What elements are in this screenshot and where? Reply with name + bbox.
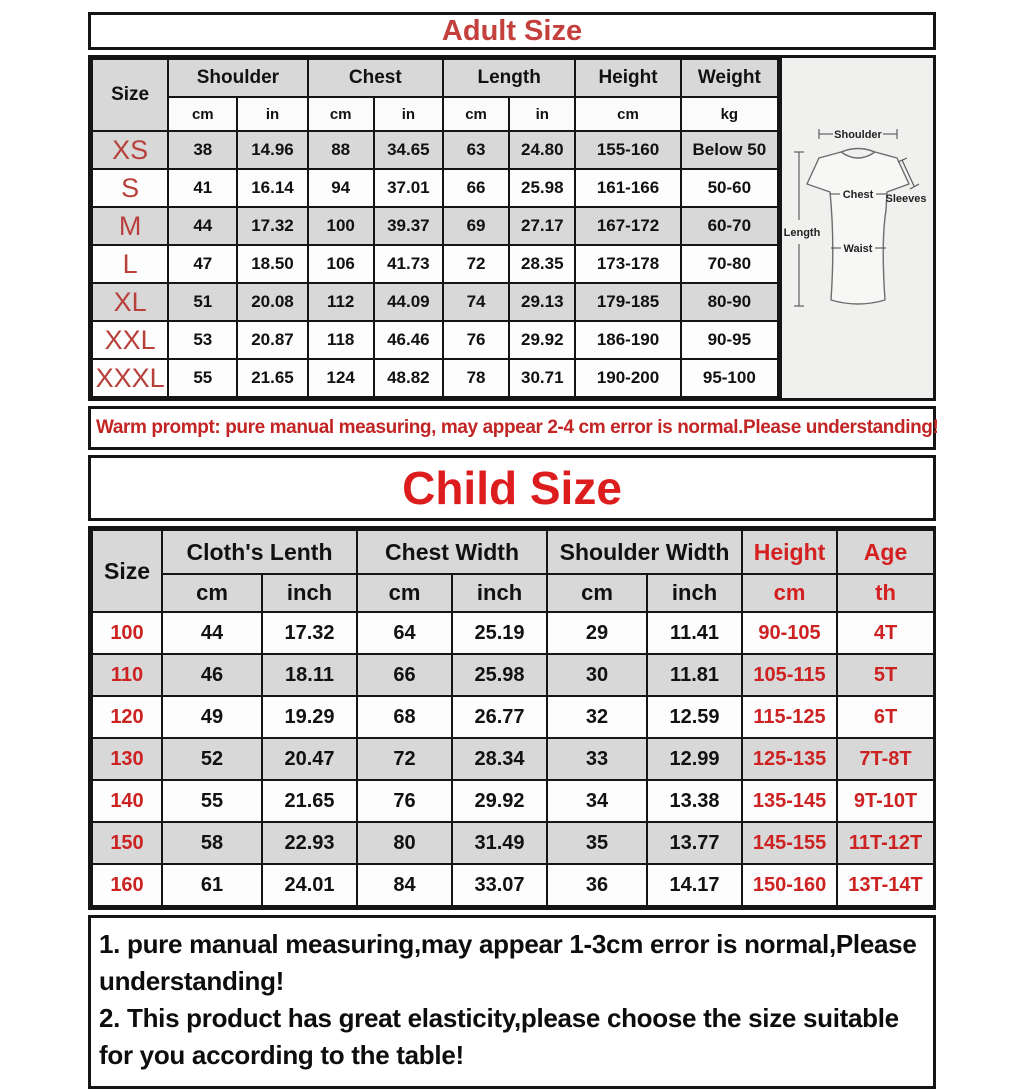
shoulder-width-inch-value: 11.41 <box>647 612 742 654</box>
child-header-age: Age <box>837 530 934 574</box>
height-range-value: 145-155 <box>742 822 837 864</box>
adult-header-chest: Chest <box>308 59 443 97</box>
weight-value: Below 50 <box>681 131 778 169</box>
cloth-length-inch-value: 22.93 <box>262 822 357 864</box>
shoulder-in-value: 16.14 <box>237 169 307 207</box>
chest-width-cm-value: 66 <box>357 654 452 696</box>
unit-label: inch <box>452 574 547 612</box>
adult-size-row <box>92 169 778 207</box>
weight-value: 50-60 <box>681 169 778 207</box>
length-in-value: 28.35 <box>509 245 575 283</box>
chest-cm-value: 112 <box>308 283 374 321</box>
size-label: 120 <box>92 696 162 738</box>
chest-width-inch-value: 25.19 <box>452 612 547 654</box>
height-value: 186-190 <box>575 321 680 359</box>
shoulder-width-cm-value: 32 <box>547 696 647 738</box>
height-value: 155-160 <box>575 131 680 169</box>
warm-prompt-box <box>88 406 939 450</box>
child-header-chest-width: Chest Width <box>357 530 547 574</box>
height-range-value: 115-125 <box>742 696 837 738</box>
cloth-length-inch-value: 21.65 <box>262 780 357 822</box>
unit-label: cm <box>742 574 837 612</box>
chest-cm-value: 88 <box>308 131 374 169</box>
size-label: M <box>92 207 168 245</box>
size-chart-sheet <box>88 12 939 1089</box>
diagram-waist-label: Waist <box>843 243 872 255</box>
adult-size-header: Size <box>92 59 168 131</box>
child-size-row <box>92 696 934 738</box>
shoulder-width-inch-value: 13.38 <box>647 780 742 822</box>
chest-width-cm-value: 64 <box>357 612 452 654</box>
length-cm-value: 66 <box>443 169 509 207</box>
length-in-value: 25.98 <box>509 169 575 207</box>
shoulder-cm-value: 55 <box>168 359 237 397</box>
unit-label: in <box>374 97 443 131</box>
unit-label: cm <box>357 574 452 612</box>
cloth-length-cm-value: 44 <box>162 612 262 654</box>
child-header-shoulder-width: Shoulder Width <box>547 530 742 574</box>
size-label: L <box>92 245 168 283</box>
cloth-length-cm-value: 61 <box>162 864 262 906</box>
child-size-row <box>92 738 934 780</box>
size-label: S <box>92 169 168 207</box>
size-label: 100 <box>92 612 162 654</box>
chest-width-cm-value: 68 <box>357 696 452 738</box>
diagram-shoulder-label: Shoulder <box>833 129 882 141</box>
notes-box <box>88 915 936 1089</box>
cloth-length-cm-value: 46 <box>162 654 262 696</box>
unit-label: th <box>837 574 934 612</box>
age-value: 6T <box>837 696 934 738</box>
child-header-cloth-length: Cloth's Lenth <box>162 530 357 574</box>
length-cm-value: 78 <box>443 359 509 397</box>
chest-cm-value: 106 <box>308 245 374 283</box>
chest-in-value: 48.82 <box>374 359 443 397</box>
child-size-row <box>92 780 934 822</box>
weight-value: 60-70 <box>681 207 778 245</box>
cloth-length-inch-value: 20.47 <box>262 738 357 780</box>
shoulder-in-value: 21.65 <box>237 359 307 397</box>
chest-width-inch-value: 26.77 <box>452 696 547 738</box>
shoulder-cm-value: 38 <box>168 131 237 169</box>
size-label: XXL <box>92 321 168 359</box>
height-value: 167-172 <box>575 207 680 245</box>
shoulder-in-value: 17.32 <box>237 207 307 245</box>
chest-width-inch-value: 25.98 <box>452 654 547 696</box>
weight-value: 95-100 <box>681 359 778 397</box>
chest-width-cm-value: 84 <box>357 864 452 906</box>
cloth-length-inch-value: 24.01 <box>262 864 357 906</box>
tshirt-measurement-diagram <box>779 58 933 398</box>
unit-label: in <box>237 97 307 131</box>
diagram-length-label: Length <box>783 227 820 239</box>
shoulder-width-cm-value: 36 <box>547 864 647 906</box>
tshirt-outline <box>807 149 909 305</box>
chest-in-value: 46.46 <box>374 321 443 359</box>
note-text: 1. pure manual measuring,may appear 1-3cm error is normal,Please understanding! <box>99 929 917 996</box>
adult-header-weight: Weight <box>681 59 778 97</box>
cloth-length-cm-value: 52 <box>162 738 262 780</box>
adult-header-shoulder: Shoulder <box>168 59 307 97</box>
length-in-value: 27.17 <box>509 207 575 245</box>
adult-size-table <box>91 58 779 398</box>
unit-label: in <box>509 97 575 131</box>
height-range-value: 135-145 <box>742 780 837 822</box>
chest-in-value: 44.09 <box>374 283 443 321</box>
weight-value: 80-90 <box>681 283 778 321</box>
age-value: 4T <box>837 612 934 654</box>
shoulder-width-cm-value: 29 <box>547 612 647 654</box>
size-label: XXXL <box>92 359 168 397</box>
shoulder-width-inch-value: 14.17 <box>647 864 742 906</box>
child-header-height: Height <box>742 530 837 574</box>
chest-width-inch-value: 33.07 <box>452 864 547 906</box>
unit-label: cm <box>575 97 680 131</box>
diagram-chest-label: Chest <box>842 189 873 201</box>
chest-cm-value: 100 <box>308 207 374 245</box>
height-range-value: 105-115 <box>742 654 837 696</box>
child-size-row <box>92 654 934 696</box>
shoulder-in-value: 14.96 <box>237 131 307 169</box>
cloth-length-inch-value: 17.32 <box>262 612 357 654</box>
chest-width-inch-value: 31.49 <box>452 822 547 864</box>
shoulder-cm-value: 47 <box>168 245 237 283</box>
size-label: XL <box>92 283 168 321</box>
age-value: 5T <box>837 654 934 696</box>
child-title-box <box>88 455 936 521</box>
shoulder-in-value: 18.50 <box>237 245 307 283</box>
chest-in-value: 41.73 <box>374 245 443 283</box>
chest-width-cm-value: 76 <box>357 780 452 822</box>
warm-prompt-text: Warm prompt: pure manual measuring, may appear 2-4 cm error is normal.Please understanding! <box>96 417 939 438</box>
shoulder-width-cm-value: 35 <box>547 822 647 864</box>
diagram-sleeves-label: Sleeves <box>885 193 926 205</box>
chest-in-value: 37.01 <box>374 169 443 207</box>
shoulder-width-inch-value: 13.77 <box>647 822 742 864</box>
age-value: 9T-10T <box>837 780 934 822</box>
chest-cm-value: 118 <box>308 321 374 359</box>
height-value: 173-178 <box>575 245 680 283</box>
length-cm-value: 72 <box>443 245 509 283</box>
adult-size-row <box>92 245 778 283</box>
length-in-value: 24.80 <box>509 131 575 169</box>
length-in-value: 29.92 <box>509 321 575 359</box>
unit-label: cm <box>308 97 374 131</box>
length-cm-value: 63 <box>443 131 509 169</box>
adult-size-row <box>92 131 778 169</box>
unit-label: inch <box>647 574 742 612</box>
height-value: 179-185 <box>575 283 680 321</box>
unit-label: cm <box>547 574 647 612</box>
child-size-header: Size <box>92 530 162 612</box>
age-value: 11T-12T <box>837 822 934 864</box>
adult-size-row <box>92 359 778 397</box>
chest-width-inch-value: 29.92 <box>452 780 547 822</box>
shoulder-in-value: 20.87 <box>237 321 307 359</box>
unit-label: cm <box>162 574 262 612</box>
length-in-value: 30.71 <box>509 359 575 397</box>
tshirt-diagram-svg <box>783 110 933 346</box>
length-cm-value: 76 <box>443 321 509 359</box>
chest-in-value: 39.37 <box>374 207 443 245</box>
shoulder-width-inch-value: 12.99 <box>647 738 742 780</box>
adult-header-length: Length <box>443 59 575 97</box>
size-label: 110 <box>92 654 162 696</box>
adult-title: Adult Size <box>441 14 583 47</box>
shoulder-width-cm-value: 34 <box>547 780 647 822</box>
cloth-length-cm-value: 55 <box>162 780 262 822</box>
shoulder-cm-value: 51 <box>168 283 237 321</box>
weight-value: 90-95 <box>681 321 778 359</box>
shoulder-cm-value: 44 <box>168 207 237 245</box>
adult-size-row <box>92 207 778 245</box>
shoulder-cm-value: 41 <box>168 169 237 207</box>
shoulder-width-inch-value: 11.81 <box>647 654 742 696</box>
size-label: 130 <box>92 738 162 780</box>
adult-size-row <box>92 283 778 321</box>
adult-title-box <box>88 12 936 50</box>
child-size-row <box>92 864 934 906</box>
cloth-length-cm-value: 58 <box>162 822 262 864</box>
height-value: 161-166 <box>575 169 680 207</box>
height-range-value: 125-135 <box>742 738 837 780</box>
length-cm-value: 69 <box>443 207 509 245</box>
age-value: 7T-8T <box>837 738 934 780</box>
adult-size-row <box>92 321 778 359</box>
unit-label: cm <box>168 97 237 131</box>
child-title: Child Size <box>402 462 622 514</box>
child-size-row <box>92 822 934 864</box>
size-label: 150 <box>92 822 162 864</box>
note-text: 2. This product has great elasticity,please choose the size suitable for you according to the table! <box>99 1002 899 1070</box>
size-label: 140 <box>92 780 162 822</box>
adult-section <box>88 55 936 401</box>
weight-value: 70-80 <box>681 245 778 283</box>
chest-cm-value: 94 <box>308 169 374 207</box>
size-label: XS <box>92 131 168 169</box>
child-size-table <box>91 529 935 907</box>
shoulder-width-inch-value: 12.59 <box>647 696 742 738</box>
length-in-value: 29.13 <box>509 283 575 321</box>
unit-label: cm <box>443 97 509 131</box>
chest-in-value: 34.65 <box>374 131 443 169</box>
unit-label: inch <box>262 574 357 612</box>
size-label: 160 <box>92 864 162 906</box>
chest-cm-value: 124 <box>308 359 374 397</box>
adult-header-height: Height <box>575 59 680 97</box>
chest-width-cm-value: 80 <box>357 822 452 864</box>
cloth-length-cm-value: 49 <box>162 696 262 738</box>
shoulder-width-cm-value: 30 <box>547 654 647 696</box>
chest-width-inch-value: 28.34 <box>452 738 547 780</box>
shoulder-cm-value: 53 <box>168 321 237 359</box>
unit-label: kg <box>681 97 778 131</box>
height-value: 190-200 <box>575 359 680 397</box>
age-value: 13T-14T <box>837 864 934 906</box>
shoulder-width-cm-value: 33 <box>547 738 647 780</box>
child-size-row <box>92 612 934 654</box>
height-range-value: 90-105 <box>742 612 837 654</box>
cloth-length-inch-value: 18.11 <box>262 654 357 696</box>
shoulder-in-value: 20.08 <box>237 283 307 321</box>
cloth-length-inch-value: 19.29 <box>262 696 357 738</box>
height-range-value: 150-160 <box>742 864 837 906</box>
chest-width-cm-value: 72 <box>357 738 452 780</box>
child-section <box>88 526 936 910</box>
length-cm-value: 74 <box>443 283 509 321</box>
